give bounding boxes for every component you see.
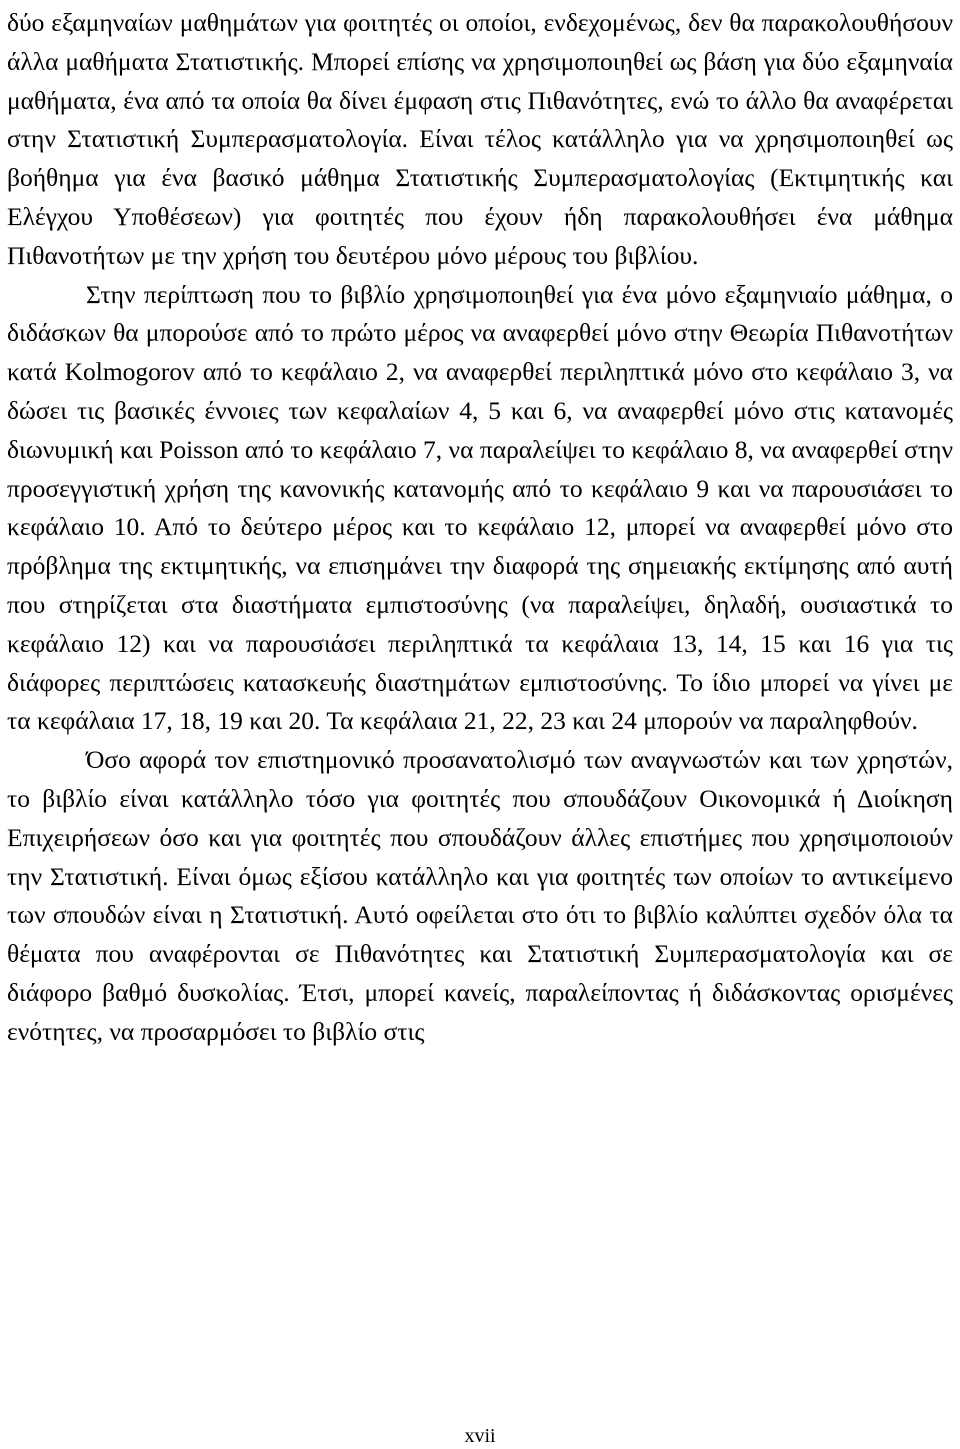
paragraph-3: Όσο αφορά τον επιστημονικό προσανατολισμό των αναγνωστών και των χρηστών, το βιβλίο είναι κατάλληλο τόσο για φοιτητές που σπουδάζουν Οικονομικά ή Διοίκηση Επιχειρήσεων όσο και για φοιτητές που σπουδάζουν άλλες επιστήμες που χρησιμοποιούν την Στατιστική. Είναι όμως εξίσου κατάλληλο και για φοιτητές των οποίων το αντικείμενο των σπουδών είναι η Στατιστική. Αυτό οφείλεται στο ότι το βιβλίο καλύπτει σχεδόν όλα τα θέματα που αναφέρονται σε Πιθανότητες και Στατιστική Συμπερασματολογία και σε διάφορο βαθμό δυσκολίας. Έτσι, μπορεί κανείς, παραλείποντας ή διδάσκοντας ορισμένες ενότητες, να προσαρμόσει το βιβλίο στις	[7, 745, 953, 1046]
body-text	[7, 4, 953, 1052]
paragraph-1: δύο εξαμηναίων μαθημάτων για φοιτητές οι οποίοι, ενδεχομένως, δεν θα παρακολουθήσουν άλλα μαθήματα Στατιστικής. Μπορεί επίσης να χρησιμοποιηθεί ως βάση για δύο εξαμηναία μαθήματα, ένα από τα οποία θα δίνει έμφαση στις Πιθανότητες, ενώ το άλλο θα αναφέρεται στην Στατιστική Συμπερασματολογία. Είναι τέλος κατάλληλο για να χρησιμοποιηθεί ως βοήθημα για ένα βασικό μάθημα Στατιστικής Συμπερασματολογίας (Εκτιμητικής και Ελέγχου Υποθέσεων) για φοιτητές που έχουν ήδη παρακολουθήσει ένα μάθημα Πιθανοτήτων με την χρήση του δευτέρου μόνο μέρους του βιβλίου.	[7, 8, 953, 270]
paragraph-2: Στην περίπτωση που το βιβλίο χρησιμοποιηθεί για ένα μόνο εξαμηνιαίο μάθημα, ο διδάσκων θα μπορούσε από το πρώτο μέρος να αναφερθεί μόνο στην Θεωρία Πιθανοτήτων κατά Kolmogorov από το κεφάλαιο 2, να αναφερθεί περιληπτικά μόνο στο κεφάλαιο 3, να δώσει τις βασικές έννοιες των κεφαλαίων 4, 5 και 6, να αναφερθεί μόνο στις κατανομές διωνυμική και Poisson από το κεφάλαιο 7, να παραλείψει το κεφάλαιο 8, να αναφερθεί στην προσεγγιστική χρήση της κανονικής κατανομής από το κεφάλαιο 9 και να παρουσιάσει το κεφάλαιο 10. Από το δεύτερο μέρος και το κεφάλαιο 12, μπορεί να αναφερθεί μόνο στο πρόβλημα της εκτιμητικής, να επισημάνει την διαφορά της σημειακής εκτίμησης από αυτή που στηρίζεται στα διαστήματα εμπιστοσύνης (να παραλείψει, δηλαδή, ουσιαστικά το κεφάλαιο 12) και να παρουσιάσει περιληπτικά τα κεφάλαια 13, 14, 15 και 16 για τις διάφορες περιπτώσεις κατασκευής διαστημάτων εμπιστοσύνης. Το ίδιο μπορεί να γίνει με τα κεφάλαια 17, 18, 19 και 20. Τα κεφάλαια 21, 22, 23 και 24 μπορούν να παραληφθούν.	[7, 279, 953, 736]
page-number: xvii	[464, 1425, 496, 1447]
document-page	[7, 0, 953, 1449]
